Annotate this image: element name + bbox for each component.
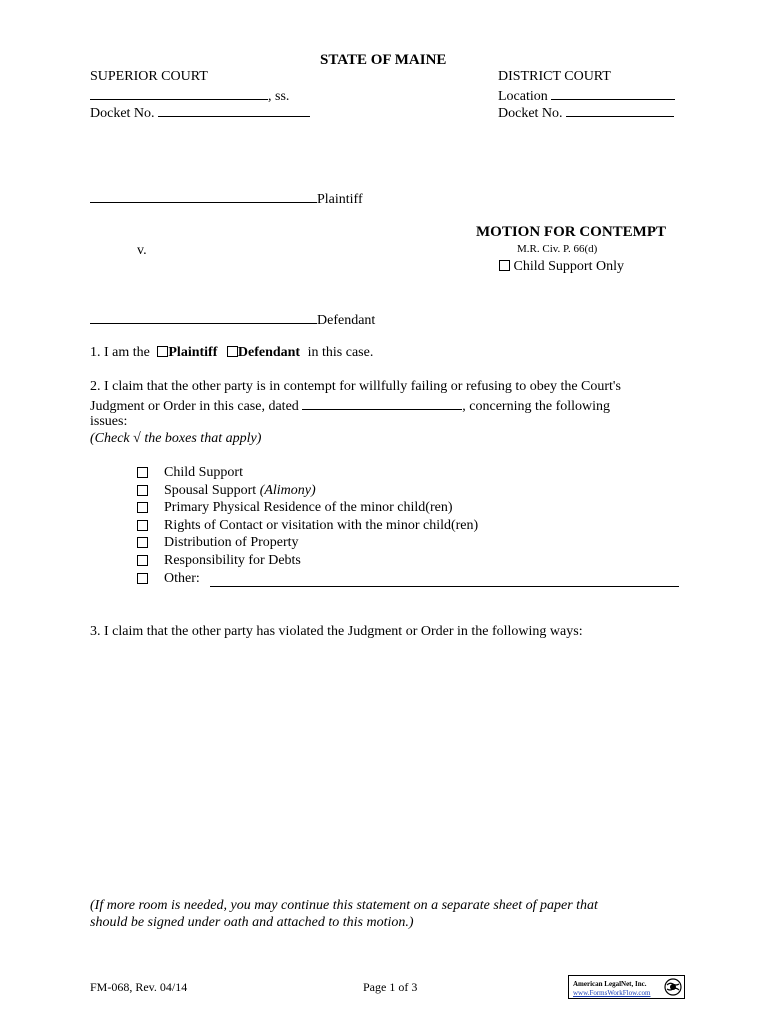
item2-line2-prefix: Judgment or Order in this case, dated — [90, 399, 299, 414]
superior-docket-label: Docket No. — [90, 106, 155, 121]
county-blank[interactable] — [90, 87, 268, 100]
child-support-only-label: Child Support Only — [513, 259, 624, 274]
superior-county-line — [90, 87, 289, 105]
child-support-only-checkbox[interactable] — [499, 260, 510, 271]
item1-prefix: 1. I am the — [90, 345, 150, 360]
publisher-name: American LegalNet, Inc. — [573, 980, 647, 988]
motion-title: MOTION FOR CONTEMPT — [476, 224, 666, 240]
other-issue-blank[interactable] — [210, 585, 679, 587]
issue-label-note: (Alimony) — [259, 483, 316, 498]
violation-statement-area[interactable] — [90, 648, 680, 883]
plaintiff-caption-label: Plaintiff — [317, 192, 363, 207]
versus-label: v. — [137, 243, 147, 258]
district-docket-line — [498, 104, 674, 122]
continuation-note-line2: should be signed under oath and attached to this motion.) — [90, 915, 414, 930]
issue-checkbox[interactable] — [137, 485, 148, 496]
ss-suffix: , ss. — [268, 89, 290, 104]
issue-label: Other: — [164, 571, 200, 586]
superior-docket-blank[interactable] — [158, 104, 310, 117]
item2-line2-suffix: , concerning the following — [462, 399, 611, 414]
item3-text: 3. I claim that the other party has violated the Judgment or Order in the following ways: — [90, 624, 583, 639]
issue-checkbox[interactable] — [137, 520, 148, 531]
issue-label — [164, 483, 316, 499]
issue-label: Child Support — [164, 465, 243, 480]
defendant-line — [90, 311, 375, 329]
superior-court-label: SUPERIOR COURT — [90, 69, 208, 84]
district-docket-label: Docket No. — [498, 106, 563, 121]
issue-label: Distribution of Property — [164, 535, 299, 550]
item1-suffix: in this case. — [307, 345, 374, 360]
item1-line — [90, 345, 373, 361]
district-location-line — [498, 87, 675, 105]
motion-rule: M.R. Civ. P. 66(d) — [517, 243, 598, 255]
publisher-logo — [568, 975, 685, 999]
item2-line1: 2. I claim that the other party is in contempt for willfully failing or refusing to obey the Court's — [90, 379, 621, 394]
location-blank[interactable] — [551, 87, 675, 100]
defendant-blank[interactable] — [90, 311, 317, 324]
form-id: FM-068, Rev. 04/14 — [90, 980, 188, 994]
item2-line3: issues: — [90, 414, 128, 429]
issue-label: Rights of Contact or visitation with the minor child(ren) — [164, 518, 479, 533]
issue-checkbox[interactable] — [137, 467, 148, 478]
child-support-only-option[interactable] — [499, 259, 624, 275]
plaintiff-checkbox[interactable] — [157, 346, 168, 357]
defendant-caption-label: Defendant — [317, 313, 376, 328]
defendant-option-label: Defendant — [237, 345, 301, 360]
district-court-label: DISTRICT COURT — [498, 69, 611, 84]
page-number: Page 1 of 3 — [363, 980, 418, 994]
plaintiff-line — [90, 190, 363, 208]
plaintiff-blank[interactable] — [90, 190, 317, 203]
issue-checkbox[interactable] — [137, 502, 148, 513]
issue-checkbox[interactable] — [137, 573, 148, 584]
publisher-url[interactable]: www.FormsWorkFlow.com — [573, 989, 651, 997]
item2-instruction: (Check √ the boxes that apply) — [90, 431, 262, 446]
defendant-checkbox[interactable] — [227, 346, 238, 357]
issue-checkbox[interactable] — [137, 555, 148, 566]
plaintiff-option-label: Plaintiff — [168, 345, 218, 360]
continuation-note-line1: (If more room is needed, you may continue this statement on a separate sheet of paper that — [90, 898, 598, 913]
order-date-blank[interactable] — [302, 397, 462, 410]
issue-label-text: Spousal Support — [164, 483, 257, 498]
globe-icon — [664, 978, 682, 996]
issue-label: Primary Physical Residence of the minor child(ren) — [164, 500, 453, 515]
state-heading: STATE OF MAINE — [320, 52, 447, 68]
issue-checkbox[interactable] — [137, 537, 148, 548]
district-docket-blank[interactable] — [566, 104, 674, 117]
issue-label: Responsibility for Debts — [164, 553, 301, 568]
item2-line2 — [90, 397, 610, 415]
superior-docket-line — [90, 104, 310, 122]
location-label: Location — [498, 89, 548, 104]
